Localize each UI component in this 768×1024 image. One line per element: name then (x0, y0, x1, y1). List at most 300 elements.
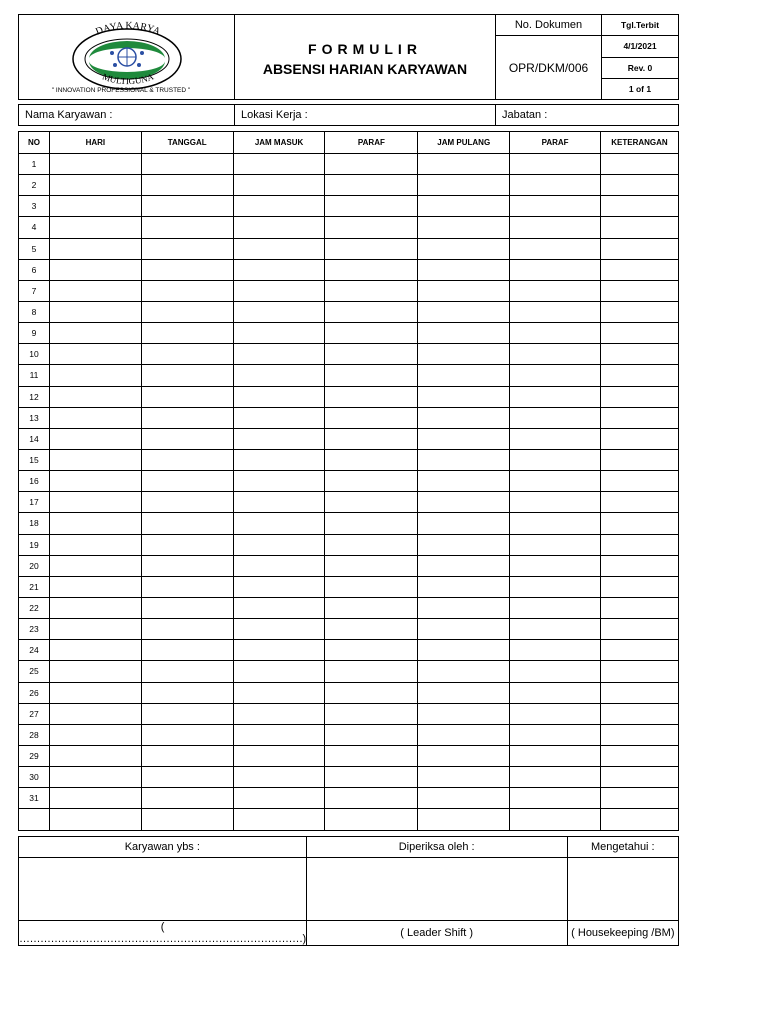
table-cell[interactable] (325, 154, 418, 175)
row-number: 21 (19, 576, 50, 597)
column-header: HARI (49, 132, 141, 154)
table-cell[interactable] (601, 513, 679, 534)
table-cell[interactable] (325, 767, 418, 788)
housekeeping-label: ( Housekeeping /BM) (567, 921, 678, 946)
table-cell[interactable] (601, 449, 679, 470)
table-cell[interactable] (141, 365, 233, 386)
row-number: 1 (19, 154, 50, 175)
table-cell[interactable] (601, 471, 679, 492)
table-cell[interactable] (510, 576, 601, 597)
table-cell[interactable] (233, 238, 325, 259)
row-number: 20 (19, 555, 50, 576)
row-number: 17 (19, 492, 50, 513)
row-number: 7 (19, 280, 50, 301)
table-cell[interactable] (233, 301, 325, 322)
doc-number-label: No. Dokumen (496, 15, 602, 36)
row-number: 11 (19, 365, 50, 386)
table-cell[interactable] (233, 788, 325, 809)
acknowledged-by-sign-space[interactable] (567, 858, 678, 921)
table-cell[interactable] (141, 154, 233, 175)
table-cell[interactable] (233, 703, 325, 724)
table-cell[interactable] (418, 449, 510, 470)
table-cell[interactable] (601, 154, 679, 175)
table-cell[interactable] (325, 259, 418, 280)
table-row (19, 682, 679, 703)
table-cell[interactable] (325, 301, 418, 322)
table-cell[interactable] (325, 788, 418, 809)
logo-tagline: " INNOVATION PROFESSIONAL & TRUSTED " (51, 87, 191, 94)
employee-name-field[interactable]: Nama Karyawan : (19, 105, 235, 126)
table-cell[interactable] (510, 344, 601, 365)
table-cell[interactable] (325, 745, 418, 766)
table-cell[interactable] (601, 724, 679, 745)
table-cell[interactable] (418, 619, 510, 640)
table-cell[interactable] (233, 640, 325, 661)
table-cell[interactable] (601, 767, 679, 788)
table-cell[interactable] (418, 386, 510, 407)
table-cell[interactable] (49, 619, 141, 640)
table-cell[interactable] (418, 555, 510, 576)
table-cell[interactable] (601, 492, 679, 513)
work-location-field[interactable]: Lokasi Kerja : (235, 105, 496, 126)
row-number: 31 (19, 788, 50, 809)
table-cell[interactable] (601, 280, 679, 301)
table-cell[interactable] (325, 365, 418, 386)
table-cell[interactable] (418, 661, 510, 682)
table-cell[interactable] (49, 661, 141, 682)
table-cell[interactable] (141, 597, 233, 618)
row-number: 13 (19, 407, 50, 428)
table-cell[interactable] (325, 238, 418, 259)
row-number: 10 (19, 344, 50, 365)
table-cell[interactable] (141, 788, 233, 809)
table-cell[interactable] (325, 682, 418, 703)
table-cell[interactable] (233, 576, 325, 597)
logo-cell (19, 15, 235, 100)
table-cell[interactable] (233, 619, 325, 640)
table-cell[interactable] (601, 809, 679, 830)
table-cell[interactable] (325, 724, 418, 745)
page-value: 1 of 1 (602, 78, 679, 99)
table-cell[interactable] (325, 323, 418, 344)
row-number: 25 (19, 661, 50, 682)
row-number: 18 (19, 513, 50, 534)
table-cell[interactable] (141, 323, 233, 344)
svg-text:MULTIGUNA: MULTIGUNA (101, 71, 155, 87)
table-cell[interactable] (49, 492, 141, 513)
table-row (19, 407, 679, 428)
table-cell[interactable] (510, 238, 601, 259)
table-cell[interactable] (325, 344, 418, 365)
table-cell[interactable] (49, 280, 141, 301)
table-cell[interactable] (510, 788, 601, 809)
table-cell[interactable] (510, 640, 601, 661)
row-number: 5 (19, 238, 50, 259)
table-cell[interactable] (510, 534, 601, 555)
table-cell[interactable] (233, 217, 325, 238)
table-row (19, 471, 679, 492)
table-cell[interactable] (510, 555, 601, 576)
checked-by-header: Diperiksa oleh : (306, 837, 567, 858)
table-cell[interactable] (233, 196, 325, 217)
table-row (19, 280, 679, 301)
table-cell[interactable] (510, 809, 601, 830)
table-cell[interactable] (601, 576, 679, 597)
table-cell[interactable] (49, 407, 141, 428)
table-cell[interactable] (141, 703, 233, 724)
table-cell[interactable] (325, 196, 418, 217)
table-row (19, 724, 679, 745)
table-cell[interactable] (49, 365, 141, 386)
table-row (19, 238, 679, 259)
table-row (19, 745, 679, 766)
table-cell[interactable] (49, 428, 141, 449)
employee-sign-space[interactable] (19, 858, 307, 921)
table-cell[interactable] (49, 386, 141, 407)
table-cell[interactable] (233, 745, 325, 766)
table-cell[interactable] (233, 428, 325, 449)
table-cell[interactable] (601, 301, 679, 322)
table-row (19, 365, 679, 386)
table-cell[interactable] (510, 619, 601, 640)
table-cell[interactable] (141, 534, 233, 555)
table-cell[interactable] (49, 301, 141, 322)
checked-by-sign-space[interactable] (306, 858, 567, 921)
info-table (18, 104, 679, 126)
table-cell[interactable] (418, 217, 510, 238)
revision-value: Rev. 0 (602, 57, 679, 78)
table-cell[interactable] (418, 280, 510, 301)
attendance-table (18, 131, 679, 831)
table-cell[interactable] (418, 809, 510, 830)
table-cell[interactable] (601, 640, 679, 661)
table-cell[interactable] (418, 682, 510, 703)
table-cell[interactable] (49, 576, 141, 597)
table-cell[interactable] (418, 175, 510, 196)
table-cell[interactable] (49, 555, 141, 576)
table-cell[interactable] (325, 492, 418, 513)
table-cell[interactable] (325, 555, 418, 576)
table-cell[interactable] (601, 259, 679, 280)
table-cell[interactable] (49, 471, 141, 492)
table-cell[interactable] (233, 259, 325, 280)
row-number: 9 (19, 323, 50, 344)
column-header: JAM PULANG (418, 132, 510, 154)
table-cell[interactable] (325, 513, 418, 534)
table-cell[interactable] (510, 682, 601, 703)
row-number: 22 (19, 597, 50, 618)
table-cell[interactable] (233, 724, 325, 745)
table-cell[interactable] (418, 703, 510, 724)
form-title: FORMULIR (308, 41, 422, 57)
table-cell[interactable] (49, 154, 141, 175)
table-cell[interactable] (233, 809, 325, 830)
column-header: NO (19, 132, 50, 154)
table-cell[interactable] (49, 597, 141, 618)
table-cell[interactable] (233, 661, 325, 682)
table-cell[interactable] (49, 745, 141, 766)
row-number: 24 (19, 640, 50, 661)
table-cell[interactable] (325, 175, 418, 196)
table-cell[interactable] (510, 259, 601, 280)
table-cell[interactable] (233, 449, 325, 470)
table-cell[interactable] (418, 576, 510, 597)
table-cell[interactable] (49, 809, 141, 830)
table-cell[interactable] (325, 471, 418, 492)
table-cell[interactable] (510, 196, 601, 217)
table-cell[interactable] (601, 555, 679, 576)
table-cell[interactable] (141, 238, 233, 259)
table-cell[interactable] (510, 745, 601, 766)
table-cell[interactable] (49, 640, 141, 661)
table-row (19, 386, 679, 407)
table-cell[interactable] (141, 175, 233, 196)
table-cell[interactable] (49, 217, 141, 238)
header-table (18, 14, 679, 100)
table-cell[interactable] (510, 323, 601, 344)
table-cell[interactable] (418, 365, 510, 386)
row-number: 29 (19, 745, 50, 766)
table-cell[interactable] (510, 428, 601, 449)
table-cell[interactable] (601, 428, 679, 449)
employee-sign-header: Karyawan ybs : (19, 837, 307, 858)
table-cell[interactable] (233, 280, 325, 301)
table-cell[interactable] (601, 534, 679, 555)
table-cell[interactable] (325, 809, 418, 830)
table-cell[interactable] (233, 154, 325, 175)
table-row (19, 196, 679, 217)
table-row (19, 323, 679, 344)
table-cell[interactable] (141, 217, 233, 238)
table-cell[interactable] (325, 619, 418, 640)
table-cell[interactable] (601, 323, 679, 344)
table-cell[interactable] (325, 640, 418, 661)
table-cell[interactable] (49, 449, 141, 470)
table-cell[interactable] (141, 449, 233, 470)
table-cell[interactable] (233, 323, 325, 344)
table-cell[interactable] (418, 323, 510, 344)
table-cell[interactable] (510, 724, 601, 745)
table-row (19, 619, 679, 640)
table-cell[interactable] (325, 217, 418, 238)
table-cell[interactable] (325, 428, 418, 449)
table-cell[interactable] (601, 238, 679, 259)
table-cell[interactable] (233, 767, 325, 788)
table-cell[interactable] (601, 365, 679, 386)
table-cell[interactable] (601, 217, 679, 238)
table-cell[interactable] (233, 386, 325, 407)
table-cell[interactable] (418, 745, 510, 766)
table-cell[interactable] (418, 534, 510, 555)
table-cell[interactable] (141, 661, 233, 682)
table-cell[interactable] (601, 619, 679, 640)
table-cell[interactable] (141, 196, 233, 217)
table-cell[interactable] (510, 386, 601, 407)
table-cell[interactable] (510, 703, 601, 724)
table-cell[interactable] (510, 407, 601, 428)
table-cell[interactable] (141, 745, 233, 766)
table-cell[interactable] (510, 492, 601, 513)
table-header-row (19, 132, 679, 154)
table-cell[interactable] (233, 597, 325, 618)
table-cell[interactable] (601, 175, 679, 196)
table-cell[interactable] (325, 407, 418, 428)
table-cell[interactable] (418, 238, 510, 259)
table-row (19, 301, 679, 322)
column-header: KETERANGAN (601, 132, 679, 154)
table-cell[interactable] (418, 428, 510, 449)
table-cell[interactable] (233, 344, 325, 365)
table-cell[interactable] (418, 492, 510, 513)
table-cell[interactable] (141, 386, 233, 407)
table-cell[interactable] (49, 513, 141, 534)
table-row (19, 576, 679, 597)
table-row (19, 449, 679, 470)
table-cell[interactable] (601, 407, 679, 428)
table-cell[interactable] (510, 217, 601, 238)
row-number: 12 (19, 386, 50, 407)
table-cell[interactable] (141, 471, 233, 492)
table-cell[interactable] (325, 703, 418, 724)
table-cell[interactable] (418, 767, 510, 788)
table-cell[interactable] (510, 597, 601, 618)
table-cell[interactable] (601, 344, 679, 365)
table-cell[interactable] (49, 238, 141, 259)
table-cell[interactable] (49, 682, 141, 703)
signature-table (18, 836, 679, 946)
table-cell[interactable] (49, 175, 141, 196)
column-header: PARAF (510, 132, 601, 154)
table-cell[interactable] (141, 724, 233, 745)
table-cell[interactable] (233, 492, 325, 513)
table-cell[interactable] (325, 661, 418, 682)
table-row (19, 534, 679, 555)
table-row (19, 661, 679, 682)
table-cell[interactable] (418, 597, 510, 618)
table-cell[interactable] (49, 196, 141, 217)
table-cell[interactable] (49, 259, 141, 280)
table-row (19, 217, 679, 238)
table-row (19, 513, 679, 534)
table-cell[interactable] (601, 682, 679, 703)
table-cell[interactable] (233, 513, 325, 534)
row-number: 6 (19, 259, 50, 280)
table-cell[interactable] (510, 449, 601, 470)
table-cell[interactable] (418, 724, 510, 745)
table-cell[interactable] (510, 661, 601, 682)
table-cell[interactable] (510, 365, 601, 386)
table-cell[interactable] (141, 513, 233, 534)
table-cell[interactable] (141, 682, 233, 703)
table-cell[interactable] (233, 471, 325, 492)
table-cell[interactable] (510, 513, 601, 534)
table-cell[interactable] (510, 280, 601, 301)
table-cell[interactable] (510, 471, 601, 492)
table-cell[interactable] (49, 767, 141, 788)
form-subtitle: ABSENSI HARIAN KARYAWAN (262, 61, 468, 77)
table-cell[interactable] (49, 534, 141, 555)
table-cell[interactable] (418, 407, 510, 428)
position-field[interactable]: Jabatan : (496, 105, 679, 126)
table-cell[interactable] (325, 576, 418, 597)
issue-date-label: Tgl.Terbit (602, 15, 679, 36)
table-cell[interactable] (49, 323, 141, 344)
table-cell[interactable] (601, 196, 679, 217)
table-cell[interactable] (141, 619, 233, 640)
table-cell[interactable] (510, 767, 601, 788)
employee-sign-name: ( ………………………………………………………………………) (19, 921, 306, 945)
row-number: 27 (19, 703, 50, 724)
table-cell[interactable] (141, 576, 233, 597)
column-header: PARAF (325, 132, 418, 154)
table-cell[interactable] (601, 661, 679, 682)
table-cell[interactable] (141, 640, 233, 661)
row-number: 28 (19, 724, 50, 745)
table-cell[interactable] (141, 767, 233, 788)
row-number: 19 (19, 534, 50, 555)
table-cell[interactable] (601, 703, 679, 724)
table-cell[interactable] (233, 534, 325, 555)
table-cell[interactable] (418, 154, 510, 175)
table-cell[interactable] (325, 597, 418, 618)
table-cell[interactable] (141, 259, 233, 280)
table-row (19, 809, 679, 830)
table-cell[interactable] (141, 407, 233, 428)
svg-text:DAYA KARYA: DAYA KARYA (94, 20, 162, 38)
table-cell[interactable] (141, 428, 233, 449)
table-cell[interactable] (418, 196, 510, 217)
table-cell[interactable] (418, 788, 510, 809)
table-row (19, 788, 679, 809)
table-cell[interactable] (418, 259, 510, 280)
table-cell[interactable] (141, 809, 233, 830)
table-cell[interactable] (418, 513, 510, 534)
table-cell[interactable] (601, 745, 679, 766)
table-cell[interactable] (510, 301, 601, 322)
table-cell[interactable] (233, 555, 325, 576)
table-cell[interactable] (601, 386, 679, 407)
table-row (19, 555, 679, 576)
table-cell[interactable] (141, 301, 233, 322)
table-row (19, 492, 679, 513)
table-cell[interactable] (141, 555, 233, 576)
table-cell[interactable] (418, 344, 510, 365)
table-cell[interactable] (510, 154, 601, 175)
table-cell[interactable] (418, 640, 510, 661)
table-cell[interactable] (233, 407, 325, 428)
table-cell[interactable] (141, 280, 233, 301)
table-cell[interactable] (325, 534, 418, 555)
table-cell[interactable] (49, 724, 141, 745)
table-cell[interactable] (49, 344, 141, 365)
table-cell[interactable] (325, 386, 418, 407)
table-cell[interactable] (49, 703, 141, 724)
table-cell[interactable] (325, 280, 418, 301)
table-cell[interactable] (418, 301, 510, 322)
table-row (19, 175, 679, 196)
table-cell[interactable] (325, 449, 418, 470)
table-cell[interactable] (233, 365, 325, 386)
table-cell[interactable] (49, 788, 141, 809)
table-cell[interactable] (601, 788, 679, 809)
table-cell[interactable] (141, 344, 233, 365)
table-cell[interactable] (601, 597, 679, 618)
table-cell[interactable] (233, 682, 325, 703)
table-cell[interactable] (233, 175, 325, 196)
table-cell[interactable] (141, 492, 233, 513)
table-cell[interactable] (510, 175, 601, 196)
table-cell[interactable] (418, 471, 510, 492)
